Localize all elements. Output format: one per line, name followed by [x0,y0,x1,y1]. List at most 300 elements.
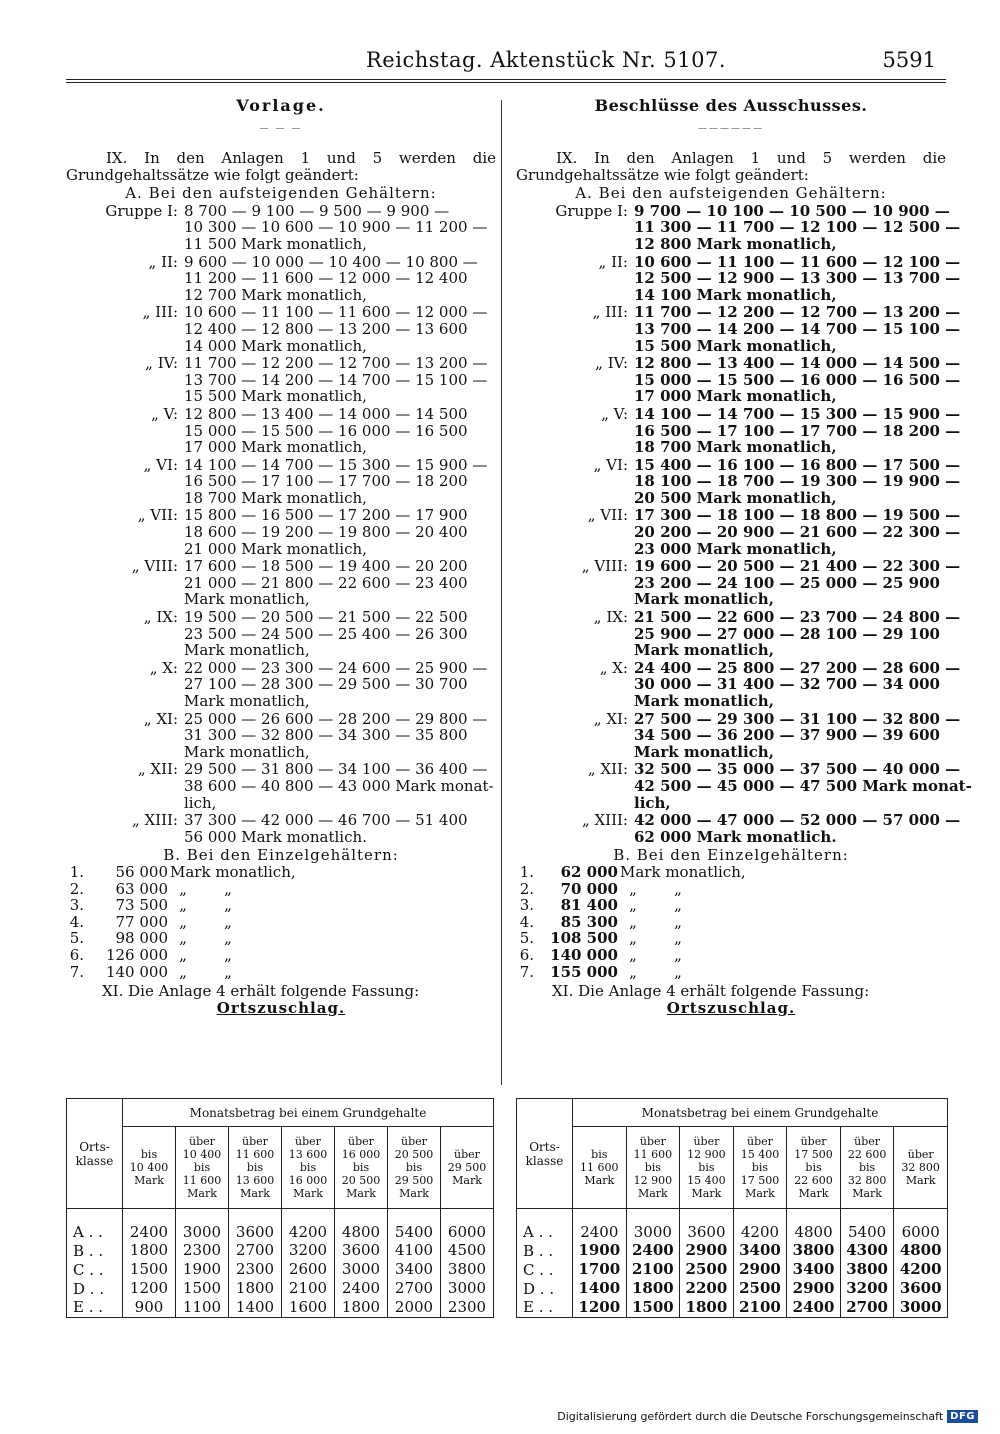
single-number: 5. [69,929,84,948]
running-title: Reichstag. Aktenstück Nr. 5107. [366,48,727,72]
ditto-mark: „ [179,879,187,898]
table-cell: 4300 [840,1241,894,1260]
table-cell: 2900 [733,1260,787,1279]
table-row [517,1298,948,1317]
single-salary-row [516,947,946,964]
table-cell: 4800 [787,1209,841,1242]
group-value-line: Mark monatlich, [184,692,310,710]
group-value-line: 14 000 Mark monatlich, [184,336,367,355]
group-value-line: 15 000 — 15 500 — 16 000 — 16 500 — [634,370,961,389]
table-cell: 1500 [123,1260,176,1279]
group-values [184,558,496,608]
table-cell: 2200 [680,1279,734,1298]
table-cell: 6000 [894,1209,948,1242]
ortsklasse-header: Orts- klasse [67,1099,123,1209]
table-cell: 3400 [787,1260,841,1279]
group-value-line: 62 000 Mark monatlich. [634,827,837,846]
dfg-logo: DFG [947,1410,978,1423]
ditto-mark: „ [224,945,232,964]
table-cell: 5400 [388,1209,441,1242]
group-values [634,304,960,354]
salary-bracket-header: über 15 400 bis 17 500 Mark [733,1127,787,1209]
group-label: „ XIII: [131,811,178,830]
single-number: 2. [69,879,84,898]
single-amount: 108 500 [550,929,618,948]
group-value-line: 8 700 — 9 100 — 9 500 — 9 900 — [184,201,450,220]
table-cell: 3000 [335,1260,388,1279]
group-values [184,254,496,304]
group-value-line: 29 500 — 31 800 — 34 100 — 36 400 — [184,760,488,779]
ditto-mark: „ [179,896,187,915]
group-value-line: 21 000 — 21 800 — 22 600 — 23 400 [184,573,468,592]
group-label: „ VII: [587,506,628,525]
group-value-line: 17 300 — 18 100 — 18 800 — 19 500 — [634,506,961,525]
salary-group [516,404,961,457]
single-number: 7. [519,962,534,981]
group-value-line: 14 100 — 14 700 — 15 300 — 15 900 — [184,455,488,474]
single-salary-row [66,914,496,931]
ditto-mark: „ [224,896,232,915]
group-value-line: 23 200 — 24 100 — 25 000 — 25 900 [634,573,940,592]
table-cell: 2500 [680,1260,734,1279]
group-label: „ IV: [145,354,178,373]
table-cell: 3800 [840,1260,894,1279]
ortsklasse-label: E . . [517,1298,573,1317]
table-cell: 1900 [176,1260,229,1279]
header-rule-bottom [66,82,946,83]
single-amount: 85 300 [560,912,618,931]
single-number: 1. [69,862,84,881]
table-cell: 2400 [626,1241,680,1260]
group-values [184,609,496,659]
table-row [517,1260,948,1279]
table-cell: 1600 [282,1298,335,1317]
group-value-line: 34 500 — 36 200 — 37 900 — 39 600 [634,726,940,745]
group-label: „ VI: [143,455,178,474]
table-cell: 2100 [282,1279,335,1298]
ortsklasse-label: B . . [517,1241,573,1260]
group-value-line: 14 100 — 14 700 — 15 300 — 15 900 — [634,404,961,423]
group-value-line: 16 500 — 17 100 — 17 700 — 18 200 [184,472,468,491]
ditto-mark: „ [179,929,187,948]
group-label: „ III: [142,303,178,322]
single-salary-row [66,897,496,914]
single-salary-row [516,897,946,914]
group-values [184,203,496,253]
group-value-line: 56 000 Mark monatlich. [184,827,367,846]
group-value-line: Mark monatlich, [634,692,774,710]
group-value-line: 17 000 Mark monatlich, [184,438,367,457]
group-label: „ X: [149,658,178,677]
single-number: 6. [69,945,84,964]
group-value-line: Mark monatlich, [634,590,774,609]
ditto-mark: „ [179,945,187,964]
salary-group [516,709,961,761]
table-cell: 3800 [787,1241,841,1260]
group-value-line: 37 300 — 42 000 — 46 700 — 51 400 [184,811,468,830]
section-ix-intro: IX. In den Anlagen 1 und 5 werden die Grundgehaltssätze wie folgt geändert: [516,149,946,184]
table-cell: 3600 [335,1241,388,1260]
table-cell: 2400 [573,1209,627,1242]
group-label: „ II: [148,252,178,271]
table-cell: 4200 [733,1209,787,1242]
single-salary-row [66,864,496,881]
group-value-line: 18 700 Mark monatlich, [634,438,837,457]
salary-group [66,406,496,456]
table-row [67,1279,494,1298]
group-values [184,812,496,845]
group-value-line: 42 500 — 45 000 — 47 500 Mark monat- [634,776,972,795]
table-cell: 3400 [388,1260,441,1279]
table-cell: 2100 [626,1260,680,1279]
group-value-line: 11 700 — 12 200 — 12 700 — 13 200 — [634,303,961,322]
ortsklasse-label: D . . [517,1279,573,1298]
ortszuschlag-table-beschluesse [516,1098,948,1318]
group-label: „ XII: [587,760,628,779]
credit-text: Digitalisierung gefördert durch die Deutsche Forschungsgemeinschaft [557,1410,944,1423]
table-cell: 3000 [176,1209,229,1242]
table-cell: 2000 [388,1298,441,1317]
digitization-credit [557,1410,978,1423]
salary-group [66,558,496,608]
group-label: „ VII: [137,506,178,525]
group-values [634,609,960,659]
table-cell: 1800 [229,1279,282,1298]
group-value-line: 13 700 — 14 200 — 14 700 — 15 100 — [634,319,961,338]
table-cell: 2400 [335,1279,388,1298]
page-number: 5591 [882,48,936,72]
group-values [634,406,960,456]
single-salary-row [66,964,496,981]
salary-group [66,304,496,354]
group-value-line: 22 000 — 23 300 — 24 600 — 25 900 — [184,658,488,677]
salary-group [66,507,496,557]
group-value-line: lich, [634,793,671,812]
group-value-line: 27 500 — 29 300 — 31 100 — 32 800 — [634,709,961,728]
group-values [634,711,960,761]
table-row [517,1241,948,1260]
table-header-row [67,1099,494,1127]
group-values [184,406,496,456]
ortsklasse-label: C . . [517,1260,573,1279]
group-value-line: 27 100 — 28 300 — 29 500 — 30 700 [184,675,468,694]
group-value-line: 12 400 — 12 800 — 13 200 — 13 600 [184,319,468,338]
table-cell: 2500 [733,1279,787,1298]
salary-group [516,303,961,355]
table-cell: 1900 [573,1241,627,1260]
group-value-line: 15 800 — 16 500 — 17 200 — 17 900 [184,506,468,525]
group-value-line: 21 500 — 22 600 — 23 700 — 24 800 — [634,608,961,627]
table-cell: 4100 [388,1241,441,1260]
salary-group [516,506,961,558]
group-value-line: 18 600 — 19 200 — 19 800 — 20 400 [184,523,468,542]
table-cell: 1100 [176,1298,229,1317]
group-values [634,507,960,557]
group-value-line: 25 900 — 27 000 — 28 100 — 29 100 [634,624,940,643]
salary-group [66,761,496,811]
table-row [67,1241,494,1260]
table-cell: 3200 [840,1279,894,1298]
ortsklasse-label: E . . [67,1298,123,1317]
ditto-mark: „ [674,962,682,981]
salary-bracket-header: über 22 600 bis 32 800 Mark [840,1127,894,1209]
group-value-line: 32 500 — 35 000 — 37 500 — 40 000 — [634,760,961,779]
ortszuschlag-title: Ortszuschlag. [666,998,796,1017]
table-cell: 1700 [573,1260,627,1279]
ditto-mark: „ [224,929,232,948]
subsection-a: A. Bei den aufsteigenden Gehältern: [125,184,437,203]
group-value-line: 30 000 — 31 400 — 32 700 — 34 000 [634,675,940,694]
group-label: „ X: [599,658,628,677]
group-value-line: 12 700 Mark monatlich, [184,285,367,304]
group-label: Gruppe I: [555,201,628,220]
table-cell: 4200 [894,1260,948,1279]
table-cell: 2300 [229,1260,282,1279]
table-cell: 3000 [441,1279,494,1298]
monthly-amount-header: Monatsbetrag bei einem Grundgehalte [123,1099,494,1127]
group-value-line: lich, [184,793,217,812]
single-amount: 63 000 [115,879,168,898]
table-row [67,1298,494,1317]
group-label: „ XIII: [581,811,628,830]
group-value-line: 18 100 — 18 700 — 19 300 — 19 900 — [634,472,961,491]
single-salary-row [66,930,496,947]
table-subheader-row [67,1127,494,1209]
group-value-line: 12 800 — 13 400 — 14 000 — 14 500 — [634,354,961,373]
group-value-line: Mark monatlich, [184,742,310,761]
group-values [634,355,960,405]
group-value-line: 19 500 — 20 500 — 21 500 — 22 500 [184,608,468,627]
column-heading: Vorlage. [236,96,326,115]
ditto-mark: „ [629,912,637,931]
group-value-line: 13 700 — 14 200 — 14 700 — 15 100 — [184,370,488,389]
group-values [184,711,496,761]
single-number: 2. [519,879,534,898]
table-cell: 4500 [441,1241,494,1260]
group-value-line: 9 600 — 10 000 — 10 400 — 10 800 — [184,252,478,271]
ortsklasse-label: A . . [517,1209,573,1242]
table-cell: 2700 [388,1279,441,1298]
salary-bracket-header: über 16 000 bis 20 500 Mark [335,1127,388,1209]
group-label: „ VIII: [581,557,628,576]
table-row [67,1260,494,1279]
table-cell: 1800 [680,1298,734,1317]
section-xi: XI. Die Anlage 4 erhält folgende Fassung: [552,982,870,1001]
column-vorlage [66,98,496,1016]
group-value-line: 9 700 — 10 100 — 10 500 — 10 900 — [634,201,950,220]
table-cell: 3200 [282,1241,335,1260]
group-value-line: 31 300 — 32 800 — 34 300 — 35 800 [184,726,468,745]
single-salary-row [516,881,946,898]
group-label: „ XI: [143,709,178,728]
salary-group [516,201,961,253]
group-value-line: 15 500 Mark monatlich, [184,387,367,406]
salary-bracket-header: über 32 800 Mark [894,1127,948,1209]
single-number: 1. [519,862,534,881]
table-row [517,1209,948,1242]
table-cell: 2400 [787,1298,841,1317]
table-cell: 1200 [573,1298,627,1317]
group-label: Gruppe I: [105,201,178,220]
table-cell: 4200 [282,1209,335,1242]
heading-dash: —————— [698,124,764,134]
salary-bracket-header: über 13 600 bis 16 000 Mark [282,1127,335,1209]
group-value-line: 15 500 Mark monatlich, [634,336,837,355]
salary-bracket-header: bis 10 400 Mark [123,1127,176,1209]
salary-group [516,557,961,609]
salary-group [66,711,496,761]
single-salary-row [66,947,496,964]
table-cell: 2300 [176,1241,229,1260]
table-header-row [517,1099,948,1127]
ditto-mark: „ [674,929,682,948]
group-value-line: 14 100 Mark monatlich, [634,285,837,304]
heading-dash: — — — [259,124,303,134]
group-label: „ XII: [137,760,178,779]
table-cell: 1800 [626,1279,680,1298]
ortsklasse-label: D . . [67,1279,123,1298]
group-values [634,558,960,608]
salary-bracket-header: über 11 600 bis 13 600 Mark [229,1127,282,1209]
single-amount: 56 000 [115,862,168,881]
table-cell: 1500 [626,1298,680,1317]
ditto-mark: „ [224,962,232,981]
salary-group [516,252,961,304]
single-unit: Mark monatlich, [170,862,296,881]
single-salary-row [516,914,946,931]
group-value-line: 38 600 — 40 800 — 43 000 Mark monat- [184,776,494,795]
ortszuschlag-table-vorlage [66,1098,494,1318]
table-cell: 2700 [229,1241,282,1260]
group-value-line: Mark monatlich, [184,590,310,609]
single-amount: 98 000 [115,929,168,948]
group-values [634,761,972,811]
group-value-line: Mark monatlich, [634,641,774,660]
table-cell: 2700 [840,1298,894,1317]
table-row [67,1209,494,1242]
group-values [634,457,960,507]
group-values [184,660,496,710]
table-cell: 900 [123,1298,176,1317]
subsection-b: B. Bei den Einzelgehältern: [163,846,399,865]
single-salary-row [516,864,946,881]
salary-bracket-header: über 20 500 bis 29 500 Mark [388,1127,441,1209]
single-number: 3. [519,896,534,915]
salary-bracket-header: über 10 400 bis 11 600 Mark [176,1127,229,1209]
ditto-mark: „ [224,879,232,898]
group-value-line: 16 500 — 17 100 — 17 700 — 18 200 — [634,421,961,440]
table-cell: 1800 [123,1241,176,1260]
single-amount: 140 000 [105,962,168,981]
salary-group [66,812,496,845]
subsection-b: B. Bei den Einzelgehältern: [613,846,849,865]
group-value-line: 19 600 — 20 500 — 21 400 — 22 300 — [634,557,961,576]
group-value-line: 17 000 Mark monatlich, [634,387,837,406]
single-number: 6. [519,945,534,964]
group-value-line: 11 500 Mark monatlich, [184,234,367,253]
table-cell: 1500 [176,1279,229,1298]
single-number: 5. [519,929,534,948]
group-label: „ IX: [143,608,178,627]
group-values [634,660,960,710]
group-value-line: 24 400 — 25 800 — 27 200 — 28 600 — [634,658,961,677]
salary-group [66,355,496,405]
group-values [634,254,960,304]
column-beschluesse [516,96,972,1017]
salary-group [516,354,961,406]
ortszuschlag-title: Ortszuschlag. [216,998,346,1017]
salary-group [516,608,961,660]
group-value-line: 10 600 — 11 100 — 11 600 — 12 100 — [634,252,961,271]
table-cell: 3400 [733,1241,787,1260]
group-values [634,203,960,253]
ditto-mark: „ [629,929,637,948]
section-xi: XI. Die Anlage 4 erhält folgende Fassung: [102,982,420,1001]
ditto-mark: „ [179,912,187,931]
group-values [184,457,496,507]
group-label: „ V: [151,404,178,423]
single-amount: 81 400 [560,896,618,915]
single-number: 3. [69,896,84,915]
single-number: 4. [69,912,84,931]
group-value-line: 23 000 Mark monatlich, [634,539,837,558]
group-value-line: 12 500 — 12 900 — 13 300 — 13 700 — [634,269,961,288]
group-value-line: 20 500 Mark monatlich, [634,488,837,507]
table-cell: 2600 [282,1260,335,1279]
table-subheader-row [517,1127,948,1209]
single-amount: 62 000 [560,862,618,881]
group-value-line: 18 700 Mark monatlich, [184,488,367,507]
salary-bracket-header: bis 11 600 Mark [573,1127,627,1209]
ditto-mark: „ [629,945,637,964]
table-cell: 3800 [441,1260,494,1279]
table-cell: 1400 [573,1279,627,1298]
monthly-amount-header: Monatsbetrag bei einem Grundgehalte [573,1099,948,1127]
group-label: „ II: [598,252,628,271]
table-cell: 6000 [441,1209,494,1242]
ditto-mark: „ [629,896,637,915]
group-value-line: 11 200 — 11 600 — 12 000 — 12 400 [184,269,468,288]
ditto-mark: „ [674,912,682,931]
ditto-mark: „ [629,879,637,898]
group-value-line: 15 000 — 15 500 — 16 000 — 16 500 [184,421,468,440]
ortsklasse-label: C . . [67,1260,123,1279]
single-salary-list [516,864,946,980]
table-cell: 1800 [335,1298,388,1317]
table-cell: 3000 [626,1209,680,1242]
group-value-line: 12 800 Mark monatlich, [634,234,837,253]
group-value-line: 23 500 — 24 500 — 25 400 — 26 300 [184,624,468,643]
ditto-mark: „ [629,962,637,981]
table-cell: 2900 [787,1279,841,1298]
group-values [184,761,496,811]
ditto-mark: „ [179,962,187,981]
table-cell: 3000 [894,1298,948,1317]
ortsklasse-header: Orts- klasse [517,1099,573,1209]
single-unit: Mark monatlich, [620,862,746,881]
table-cell: 5400 [840,1209,894,1242]
group-list [66,203,496,846]
table-cell: 3600 [894,1279,948,1298]
column-divider [501,100,502,1085]
table-cell: 2900 [680,1241,734,1260]
salary-bracket-header: über 11 600 bis 12 900 Mark [626,1127,680,1209]
group-value-line: Mark monatlich, [184,641,310,660]
group-label: „ VI: [593,455,628,474]
table-cell: 3600 [229,1209,282,1242]
salary-group [516,811,961,846]
salary-group [66,203,496,253]
